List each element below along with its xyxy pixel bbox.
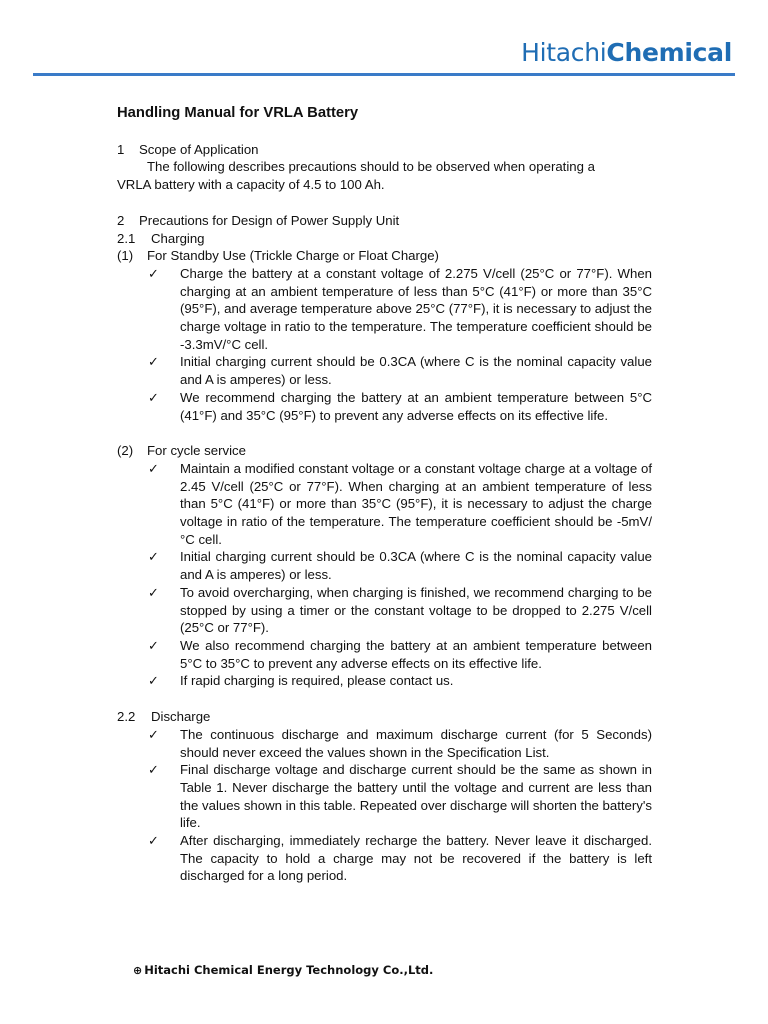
checkmark-icon: ✓: [148, 726, 159, 742]
item-number: (2): [117, 443, 134, 459]
list-item: ✓ The continuous discharge and maximum discharge current (for 5 Seconds) should never exceed the values shown in the Specification List.: [148, 726, 652, 760]
logo-text-hitachi: Hitachi: [521, 38, 607, 67]
header-rule: [33, 73, 735, 76]
footer-company-name: Hitachi Chemical Energy Technology Co.,Ltd.: [144, 963, 434, 977]
checkmark-icon: ✓: [148, 460, 159, 476]
cycle-bullet-list: [117, 460, 652, 690]
list-item: ✓ Initial charging current should be 0.3CA (where C is the nominal capacity value and A is amperes) or less.: [148, 549, 652, 583]
section-number: 1: [117, 141, 125, 157]
section-number: 2: [117, 212, 125, 228]
list-item: ✓ Initial charging current should be 0.3CA (where C is the nominal capacity value and A is amperes) or less.: [148, 354, 652, 388]
list-item: ✓ To avoid overcharging, when charging is finished, we recommend charging to be stopped by using a timer or the constant voltage to be dropped to 2.275 V/cell (25°C or 77°F).: [148, 584, 652, 636]
section-number: 2.2: [117, 709, 136, 725]
footer-company: [133, 963, 433, 977]
standby-bullet-list: [117, 265, 652, 424]
checkmark-icon: ✓: [148, 549, 159, 565]
section-2-heading: [117, 212, 652, 230]
checkmark-icon: ✓: [148, 265, 159, 281]
scope-text-line-1: The following describes precautions should to be observed when operating a: [147, 159, 595, 175]
item-1-heading: [117, 247, 652, 265]
section-1-heading: [117, 141, 652, 159]
checkmark-icon: ✓: [148, 673, 159, 689]
list-item: ✓ We also recommend charging the battery at an ambient temperature between 5°C to 35°C to prevent any adverse effects on its effective life.: [148, 637, 652, 671]
logo-text-chemical: Chemical: [606, 38, 732, 67]
item-2-heading: [117, 442, 652, 460]
checkmark-icon: ✓: [148, 354, 159, 370]
list-item: ✓ We recommend charging the battery at an ambient temperature between 5°C (41°F) and 35°C (95°F) to prevent any adverse effects on its effective life.: [148, 389, 652, 423]
item-title: For cycle service: [147, 443, 246, 459]
checkmark-icon: ✓: [148, 833, 159, 849]
list-item: ✓ If rapid charging is required, please contact us.: [148, 673, 454, 689]
section-title: Charging: [151, 230, 205, 246]
checkmark-icon: ✓: [148, 584, 159, 600]
item-title: For Standby Use (Trickle Charge or Float Charge): [147, 248, 439, 264]
list-item: ✓ After discharging, immediately recharge the battery. Never leave it discharged. The capacity to hold a charge may not be recovered if the battery is left discharged for a long period.: [148, 833, 652, 884]
item-number: (1): [117, 248, 134, 264]
hitachi-mark-icon: ⊕: [133, 963, 143, 977]
scope-text-line-2: VRLA battery with a capacity of 4.5 to 100 Ah.: [117, 177, 385, 193]
discharge-bullet-list: [117, 726, 652, 885]
checkmark-icon: ✓: [148, 389, 159, 405]
document-body: [117, 105, 652, 885]
section-2-2-heading: [117, 708, 652, 726]
section-title: Precautions for Design of Power Supply Unit: [139, 212, 400, 228]
checkmark-icon: ✓: [148, 762, 159, 778]
section-2-1-heading: [117, 230, 652, 248]
list-item: ✓ Maintain a modified constant voltage or a constant voltage charge at a voltage of 2.45 V/cell (25°C or 77°F). When charging at an ambient temperature of less than 5°C (41°F) or more than 35°C (95°F), it is necessary to adjust the charge voltage in ratio of the temperature. The temperature coefficient should be -5mV/°C cell.: [148, 460, 652, 547]
section-title: Scope of Application: [139, 141, 259, 157]
list-item: ✓ Charge the battery at a constant voltage of 2.275 V/cell (25°C or 77°F). When charging at an ambient temperature of less than 5°C (41°F) or more than 35°C (95°F), and average temperature above 25°C (77°F), it is necessary to adjust the charge voltage in ratio to the temperature. The temperature coefficient should be -3.3mV/°C cell.: [148, 265, 652, 352]
list-item: ✓ Final discharge voltage and discharge current should be the same as shown in Table 1. Never discharge the battery until the voltage and current are less than the values shown in this table. Repeated over discharge will shorten the battery's life.: [148, 762, 652, 831]
section-number: 2.1: [117, 230, 136, 246]
checkmark-icon: ✓: [148, 637, 159, 653]
section-title: Discharge: [151, 709, 211, 725]
document-title: Handling Manual for VRLA Battery: [117, 105, 359, 121]
company-logo: [521, 38, 732, 67]
